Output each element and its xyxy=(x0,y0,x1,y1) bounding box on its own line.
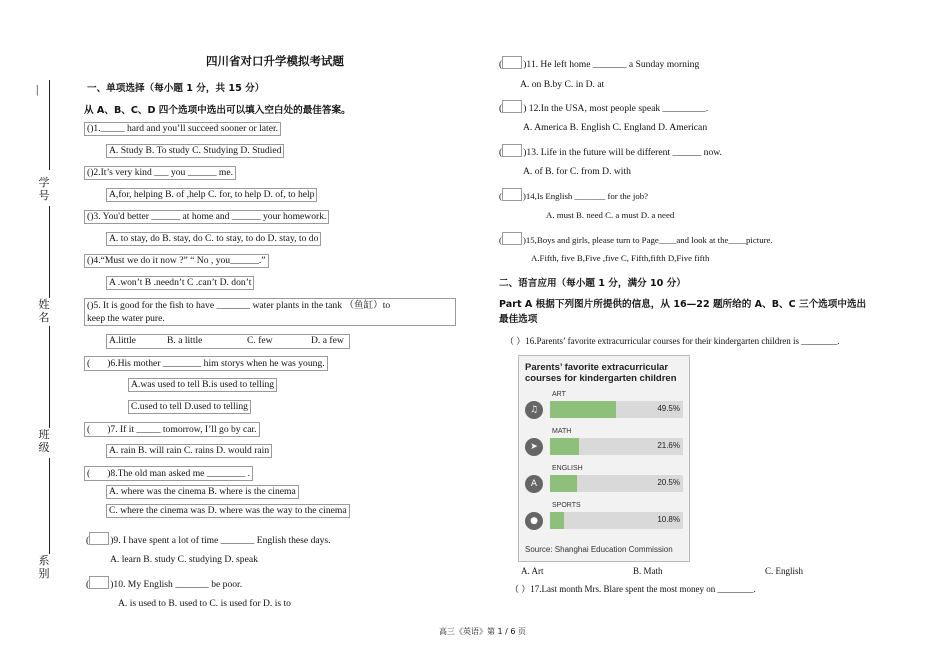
side-label-name: 姓 名 xyxy=(38,298,50,324)
question-7: ( )7. If it _____ tomorrow, I’ll go by car. xyxy=(84,422,260,437)
part-a-instruction: Part A 根据下列图片所提供的信息，从 16—22 题所给的 A、B、C 三个选项中选出 xyxy=(499,299,867,310)
question-11-options: A. on B.by C. in D. at xyxy=(520,79,605,90)
part-a-instruction-cont: 最佳选项 xyxy=(499,314,538,325)
chart-data-label: 20.5% xyxy=(657,478,680,487)
question-12-options: A. America B. English C. England D. American xyxy=(523,122,708,133)
question-15: ( )15,Boys and girls, please turn to Page____and look at the____picture. xyxy=(499,232,773,245)
question-1-options: A. Study B. To study C. Studying D. Studied xyxy=(106,144,284,158)
chart-bar-track xyxy=(550,401,683,418)
question-3-options: A. to stay, do B. stay, do C. to stay, to do D. stay, to do xyxy=(106,232,321,246)
question-8-options-ab: A. where was the cinema B. where is the cinema xyxy=(106,485,299,499)
chart-bar xyxy=(550,512,564,529)
exam-title: 四川省对口升学模拟考试题 xyxy=(206,54,344,68)
chart-bar-track xyxy=(550,438,683,455)
chart-title: Parents’ favorite extracurricular courses for kindergarten children xyxy=(525,362,677,384)
binding-line xyxy=(49,206,50,298)
chart-category-label: ART xyxy=(552,391,566,398)
question-6-options-cd: C.used to tell D.used to telling xyxy=(128,400,251,414)
binding-mark: | xyxy=(36,82,39,96)
question-1: ()1._____ hard and you’ll succeed sooner or later. xyxy=(84,122,281,136)
question-4-options: A .won’t B .needn’t C .can’t D. don’t xyxy=(106,276,254,290)
chart-bar xyxy=(550,438,579,455)
chart-data-label: 49.5% xyxy=(657,404,680,413)
chart-category-label: MATH xyxy=(552,428,572,435)
ball-icon: ● xyxy=(525,512,543,530)
courses-bar-chart xyxy=(518,355,690,562)
chart-bar xyxy=(550,475,577,492)
question-3: ()3. You'd better ______ at home and ______ your homework. xyxy=(84,210,329,224)
question-9: ( )9. I have spent a lot of time _______ English these days. xyxy=(84,532,333,547)
side-label-student-id: 学 号 xyxy=(38,176,50,202)
question-5-options: A.little B. a little C. few D. a few xyxy=(106,334,350,349)
paper-plane-icon: ➤ xyxy=(525,438,543,456)
question-6-options-ab: A.was used to tell B.is used to telling xyxy=(128,378,277,392)
question-15-options: A.Fifth, five B,Five ,five C, Fifth,fifth D,Five fifth xyxy=(531,253,710,263)
binding-line xyxy=(49,458,50,554)
question-10-options: A. is used to B. used to C. is used for D. is to xyxy=(118,598,291,609)
binding-line xyxy=(49,80,50,170)
question-6: ( )6.His mother ________ him storys when he was young. xyxy=(84,356,328,371)
question-2: ()2.It’s very kind ___ you ______ me. xyxy=(84,166,236,180)
question-7-options: A. rain B. will rain C. rains D. would rain xyxy=(106,444,272,458)
chart-bar-track xyxy=(550,475,683,492)
section1-heading: 一、单项选择（每小题 1 分，共 15 分） xyxy=(87,83,265,94)
question-10: ( )10. My English _______ be poor. xyxy=(84,576,244,591)
chart-source: Source: Shanghai Education Commission xyxy=(525,545,673,554)
question-12: ( ) 12.In the USA, most people speak _________. xyxy=(499,100,708,114)
question-13-options: A. of B. for C. from D. with xyxy=(523,166,631,177)
binding-line xyxy=(49,326,50,428)
question-11: ( )11. He left home _______ a Sunday morning xyxy=(499,56,699,70)
question-16-option-a: A. Art xyxy=(521,566,544,576)
question-2-options: A,for, helping B. of ,help C. for, to help D. of, to help xyxy=(106,188,317,202)
question-8: ( )8.The old man asked me ________ . xyxy=(84,466,253,481)
question-17: （ ）17.Last month Mrs. Blare spent the most money on ________. xyxy=(510,584,756,594)
page-footer: 高三《英语》第 1 / 6 页 xyxy=(439,627,527,636)
question-5: ()5. It is good for the fish to have _______ water plants in the tank （鱼缸）to keep the water pure. xyxy=(84,298,456,326)
question-16-option-b: B. Math xyxy=(633,566,663,576)
side-label-class: 班 级 xyxy=(38,428,50,454)
question-4: ()4.“Must we do it now ?” “ No , you______.” xyxy=(84,254,269,268)
music-note-icon: ♫ xyxy=(525,401,543,419)
question-14-options: A. must B. need C. a must D. a need xyxy=(546,210,675,220)
side-label-department: 系 别 xyxy=(38,554,50,580)
question-16-option-c: C. English xyxy=(765,566,804,576)
section2-heading: 二、语言应用（每小题 1 分，满分 10 分） xyxy=(499,278,686,289)
question-9-options: A. learn B. study C. studying D. speak xyxy=(110,554,258,565)
chart-category-label: ENGLISH xyxy=(552,465,583,472)
question-8-options-cd: C. where the cinema was D. where was the way to the cinema xyxy=(106,504,350,518)
section1-instruction: 从 A、B、C、D 四个选项中选出可以填入空白处的最佳答案。 xyxy=(84,105,351,116)
chart-data-label: 21.6% xyxy=(657,441,680,450)
question-16: （ ）16.Parents’ favorite extracurricular courses for their kindergarten children is ________. xyxy=(505,336,840,346)
chart-category-label: SPORTS xyxy=(552,502,581,509)
question-13: ( )13. Life in the future will be different ______ now. xyxy=(499,144,722,158)
question-14: ( )14,Is English _______ for the job? xyxy=(499,188,648,201)
chart-data-label: 10.8% xyxy=(657,515,680,524)
letter-a-icon: A xyxy=(525,475,543,493)
chart-bar xyxy=(550,401,616,418)
chart-bar-track xyxy=(550,512,683,529)
